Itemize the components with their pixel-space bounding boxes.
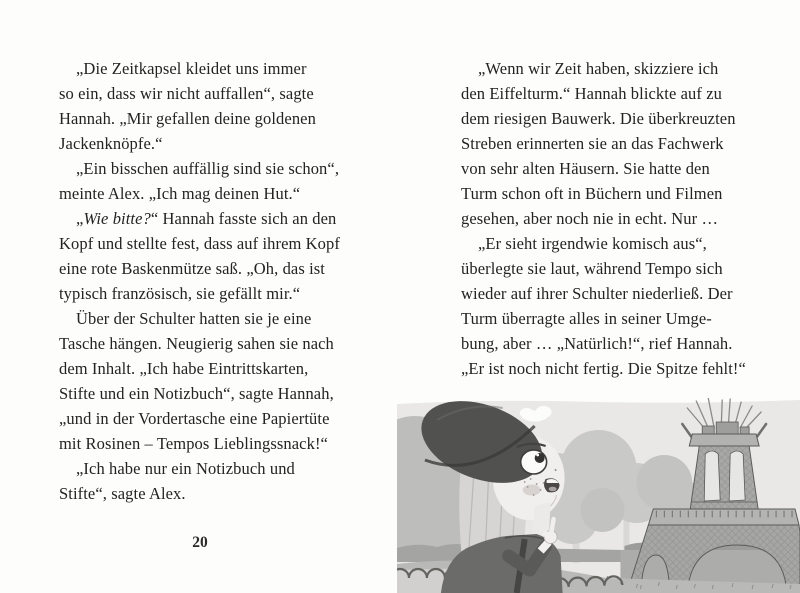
text-line: Stifte“, sagte Alex. (59, 484, 186, 503)
text-line: Hannah. „Mir gefallen deine goldenen (59, 109, 316, 128)
illustration-svg (397, 398, 800, 593)
text-line: von sehr alten Häusern. Sie hatte den (461, 159, 710, 178)
text-line: meinte Alex. „Ich mag deinen Hut.“ (59, 184, 301, 203)
text-line: „Er ist noch nicht fertig. Die Spitze fehlt!“ (461, 359, 746, 378)
text-line: dem Inhalt. „Ich habe Eintrittskarten, (59, 359, 309, 378)
text-line: Tasche hängen. Neugierig sahen sie nach (59, 334, 334, 353)
tower-window-right (729, 451, 745, 501)
text-line: typisch französisch, sie gefällt mir.“ (59, 284, 301, 303)
paragraph (59, 306, 353, 456)
text-line: „Ich habe nur ein Notizbuch und (76, 459, 295, 478)
text-line: so ein, dass wir nicht auffallen“, sagte (59, 84, 314, 103)
text-line: Über der Schulter hatten sie je eine (76, 309, 312, 328)
text-line: gesehen, aber noch nie in echt. Nur … (461, 209, 719, 228)
text-line (59, 206, 353, 231)
paragraph (59, 56, 353, 156)
text-line: „Wenn wir Zeit haben, skizziere ich (478, 59, 719, 78)
text-line: mit Rosinen – Tempos Lieblingssnack!“ (59, 434, 328, 453)
paragraph (59, 456, 353, 506)
text-line: Kopf und stellte fest, dass auf ihrem Kopf (59, 234, 340, 253)
nostril (555, 469, 557, 471)
text-line: Jackenknöpfe.“ (59, 134, 163, 153)
left-page-text (59, 56, 353, 506)
text-line: wieder auf ihrer Schulter niederließ. Der (461, 284, 733, 303)
tongue (549, 487, 557, 492)
right-page-text (461, 56, 755, 381)
text-line: Stifte und ein Notizbuch“, sagte Hannah, (59, 384, 334, 403)
text-line: „und in der Vordertasche eine Papiertüte (59, 409, 330, 428)
thumb (543, 531, 549, 537)
text-line: den Eiffelturm.“ Hannah blickte auf zu (461, 84, 722, 103)
page-number: 20 (192, 534, 208, 551)
pointing-finger (552, 519, 554, 531)
girl-blush (523, 485, 541, 496)
text-segment: „ (76, 209, 84, 228)
eye-highlight (536, 454, 539, 457)
text-line: Turm schon oft in Büchern und Filmen (461, 184, 723, 203)
text-line: eine rote Baskenmütze saß. „Oh, das ist (59, 259, 325, 278)
text-line: dem riesigen Bauwerk. Die überkreuzten (461, 109, 736, 128)
text-line: Turm überragte alles in seiner Umge- (461, 309, 712, 328)
paragraph (59, 206, 353, 306)
text-line: bung, aber … „Natürlich!“, rief Hannah. (461, 334, 733, 353)
text-line: überlegte sie laut, während Tempo sich (461, 259, 723, 278)
text-segment: “ Hannah fasste sich an den (150, 209, 337, 228)
tower-second-platform (689, 434, 759, 446)
text-line: „Er sieht irgendwie komisch aus“, (478, 234, 707, 253)
text-line: „Die Zeitkapsel kleidet uns immer (76, 59, 307, 78)
text-line: „Ein bisschen auffällig sind sie schon“, (76, 159, 340, 178)
girl-eye (521, 450, 547, 474)
paragraph (59, 156, 353, 206)
italic-text: Wie bitte? (83, 209, 151, 228)
text-line: Streben erinnerten sie an das Fachwerk (461, 134, 724, 153)
illustration (397, 398, 800, 593)
paragraph (461, 56, 755, 231)
girl-pupil (535, 453, 545, 463)
right-page (400, 0, 800, 593)
paragraph (461, 231, 755, 381)
tower-window-left (704, 451, 720, 501)
